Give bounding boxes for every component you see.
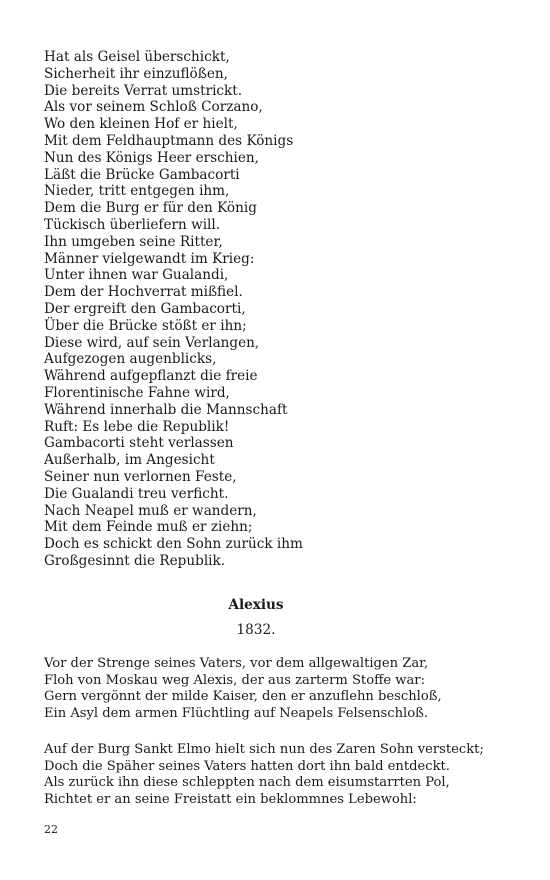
- verse-line: Wo den kleinen Hof er hielt,: [44, 116, 238, 133]
- poem-continuation: [44, 49, 524, 570]
- verse-line: Ein Asyl dem armen Flüchtling auf Neapels Felsenschloß.: [44, 705, 429, 721]
- verse-line: Dem die Burg er für den König: [44, 200, 257, 217]
- verse-line: Doch es schickt den Sohn zurück ihm: [44, 536, 303, 553]
- verse-line: Hat als Geisel überschickt,: [44, 49, 230, 65]
- verse-line: Gern vergönnt der milde Kaiser, den er anzuflehn beschloß,: [44, 689, 442, 704]
- verse-line: Mit dem Feinde muß er ziehn;: [44, 519, 253, 536]
- verse-line: Nieder, tritt entgegen ihm,: [44, 183, 230, 200]
- verse-line: Aufgezogen augenblicks,: [44, 351, 217, 368]
- verse-line: Seiner nun verlornen Feste,: [44, 468, 237, 485]
- verse-line: Außerhalb, im Angesicht: [44, 452, 215, 469]
- verse-line: Diese wird, auf sein Verlangen,: [44, 334, 260, 351]
- stanza: [44, 742, 524, 808]
- poem-title: Alexius: [228, 597, 284, 613]
- verse-line: Unter ihnen war Gualandi,: [44, 267, 229, 284]
- verse-line: Richtet er an seine Freistatt ein beklommnes Lebewohl:: [44, 791, 417, 807]
- verse-line: Als vor seinem Schloß Corzano,: [44, 99, 263, 116]
- stanza: [44, 656, 524, 722]
- verse-line: Nun des Königs Heer erschien,: [44, 149, 259, 166]
- verse-line: Während aufgepflanzt die freie: [44, 368, 258, 385]
- verse-line: Die Gualandi treu verficht.: [44, 485, 229, 502]
- verse-line: Ruft: Es lebe die Republik!: [44, 418, 230, 435]
- verse-line: Über die Brücke stößt er ihn;: [44, 317, 247, 334]
- verse-line: Der ergreift den Gambacorti,: [44, 300, 246, 317]
- verse-line: Vor der Strenge seines Vaters, vor dem allgewaltigen Zar,: [44, 656, 429, 671]
- verse-line: Läßt die Brücke Gambacorti: [44, 166, 240, 183]
- verse-line: Gambacorti steht verlassen: [44, 435, 234, 452]
- verse-line: Florentinische Fahne wird,: [44, 384, 230, 401]
- verse-line: Sicherheit ihr einzuflößen,: [44, 65, 228, 82]
- page-number: 22: [44, 823, 58, 836]
- verse-line: Als zurück ihn diese schleppten nach dem eisumstarrten Pol,: [44, 775, 450, 790]
- verse-line: Mit dem Feldhauptmann des Königs: [44, 132, 294, 149]
- verse-line: Während innerhalb die Mannschaft: [44, 401, 288, 418]
- verse-line: Doch die Späher seines Vaters hatten dort ihn bald entdeckt.: [44, 758, 450, 774]
- verse-line: Tückisch überliefern will.: [44, 216, 221, 233]
- verse-line: Auf der Burg Sankt Elmo hielt sich nun des Zaren Sohn versteckt;: [44, 742, 484, 757]
- verse-line: Großgesinnt die Republik.: [44, 552, 226, 569]
- verse-line: Die bereits Verrat umstrickt.: [44, 82, 243, 99]
- poem-year: 1832.: [236, 622, 276, 638]
- verse-line: Dem der Hochverrat mißfiel.: [44, 284, 243, 301]
- verse-line: Floh von Moskau weg Alexis, der aus zarterm Stoffe war:: [44, 672, 425, 688]
- verse-line: Ihn umgeben seine Ritter,: [44, 233, 223, 250]
- verse-line: Nach Neapel muß er wandern,: [44, 502, 257, 519]
- verse-line: Männer vielgewandt im Krieg:: [44, 250, 255, 267]
